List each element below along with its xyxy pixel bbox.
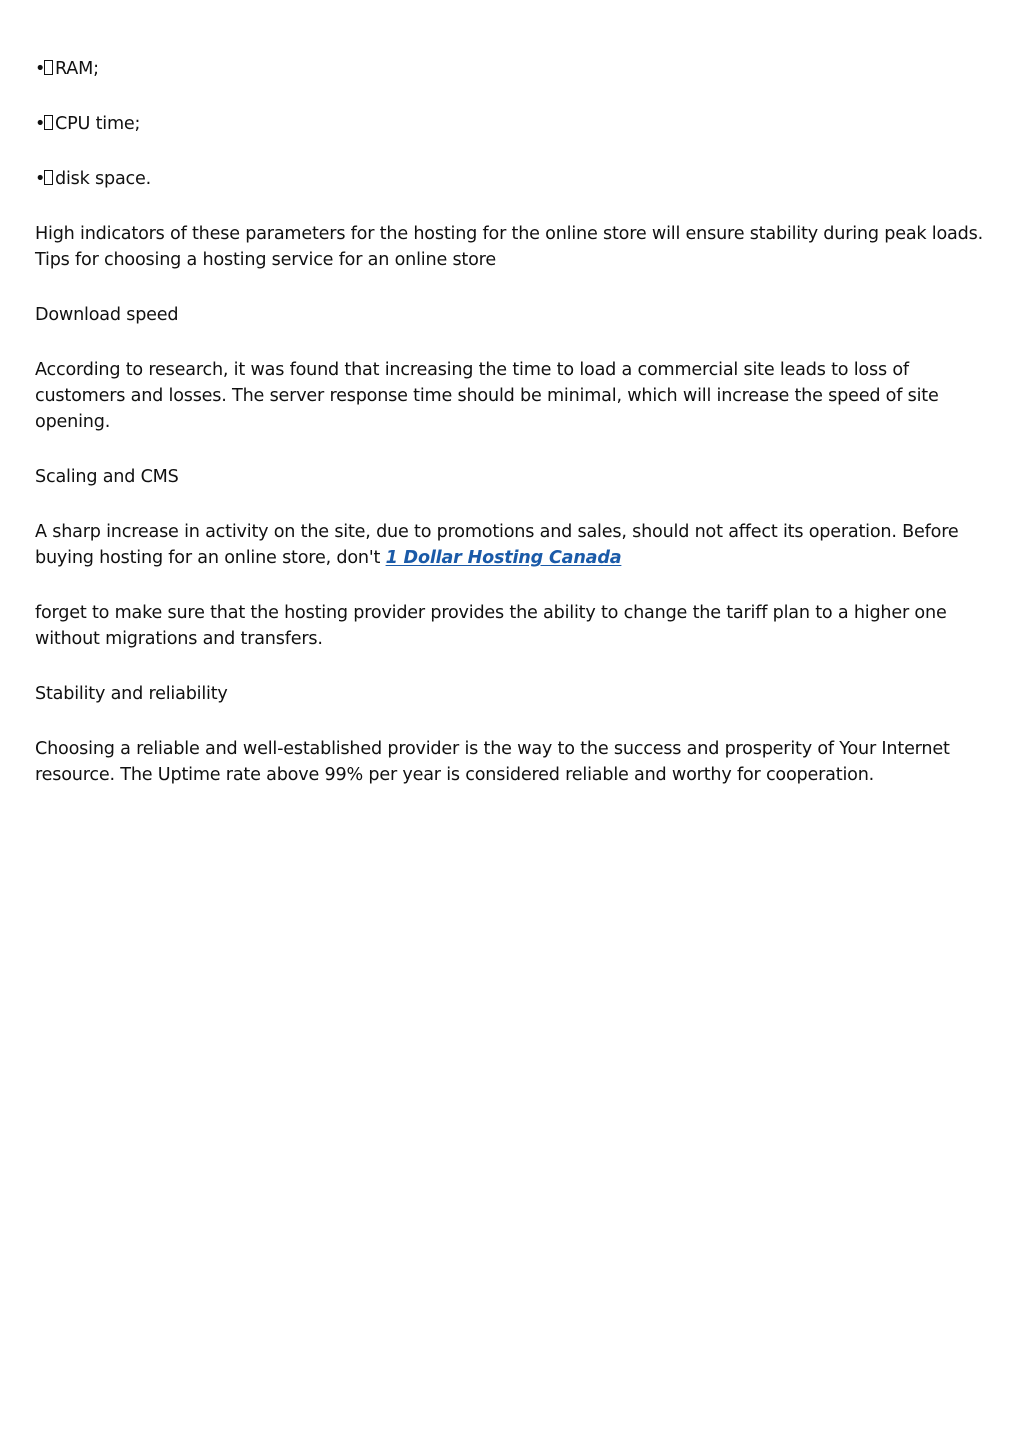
bullet-item-disk [35, 166, 993, 192]
missing-glyph-icon [44, 115, 53, 130]
bullet-text: CPU time; [55, 114, 141, 134]
heading-download-speed: Download speed [35, 305, 179, 325]
paragraph-indicators: High indicators of these parameters for the hosting for the online store will ensure stability during peak loads. Tips for choosing a hosting service for an online store [35, 224, 983, 270]
bullet-item-ram [35, 56, 993, 82]
bullet-item-cpu [35, 111, 993, 137]
bullet-icon: • [35, 114, 46, 134]
missing-glyph-icon [44, 60, 53, 75]
document-page [35, 56, 993, 817]
heading-scaling-cms: Scaling and CMS [35, 467, 179, 487]
bullet-icon: • [35, 169, 46, 189]
heading-stability: Stability and reliability [35, 684, 228, 704]
bullet-text: RAM; [55, 59, 99, 79]
bullet-icon: • [35, 59, 46, 79]
bullet-text: disk space. [55, 169, 152, 189]
paragraph-reliable-provider: Choosing a reliable and well-established provider is the way to the success and prosperity of Your Internet resource. The Uptime rate above 99% per year is considered reliable and worthy for cooperation. [35, 739, 950, 785]
hosting-canada-link[interactable]: 1 Dollar Hosting Canada [385, 548, 622, 568]
paragraph-text: A sharp increase in activity on the site, due to promotions and sales, should not affect its operation. Before buying hosting for an online store, don't [35, 522, 959, 568]
paragraph-research: According to research, it was found that increasing the time to load a commercial site leads to loss of customers and losses. The server response time should be minimal, which will increase the speed of site opening. [35, 360, 939, 432]
paragraph-sharp-increase [35, 519, 993, 571]
paragraph-tariff-plan: forget to make sure that the hosting provider provides the ability to change the tariff plan to a higher one without migrations and transfers. [35, 603, 947, 649]
missing-glyph-icon [44, 170, 53, 185]
